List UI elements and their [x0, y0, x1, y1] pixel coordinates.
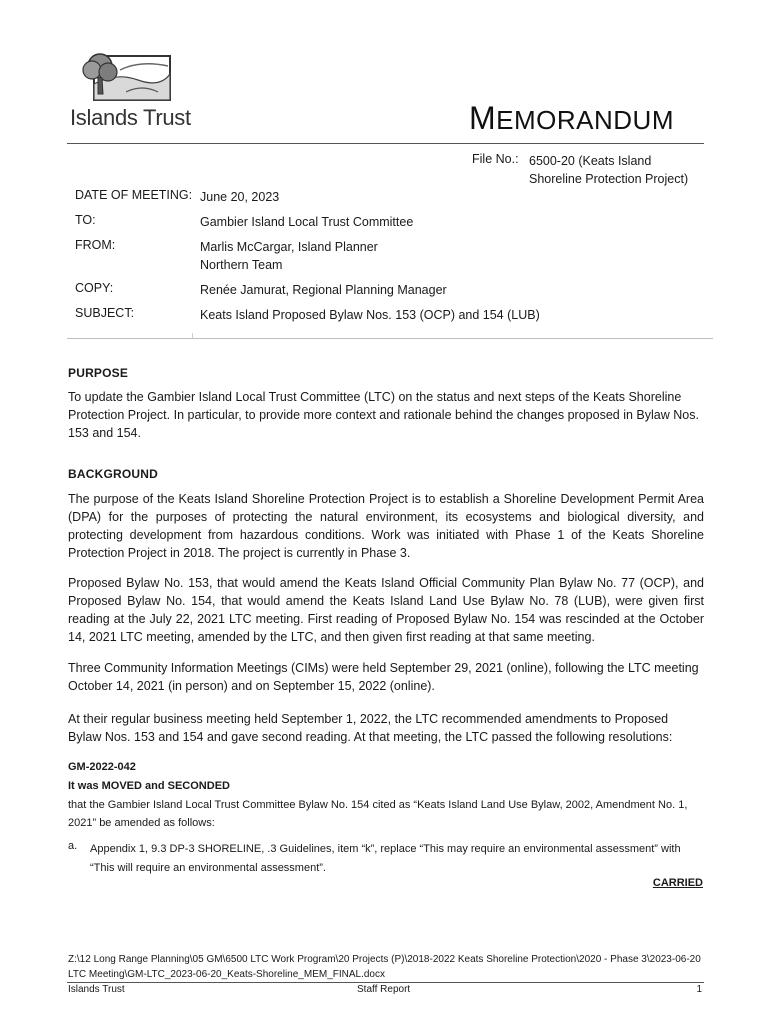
resolution-item-text: Appendix 1, 9.3 DP-3 SHORELINE, .3 Guidelines, item “k”, replace “This may require an environmental assessment” with “This will require an environmental assessment”.	[90, 843, 681, 874]
memorandum-title-rest: EMORANDUM	[496, 105, 674, 135]
resolution-number: GM-2022-042	[68, 761, 136, 773]
memorandum-title-initial: M	[469, 100, 497, 136]
background-paragraph-4: At their regular business meeting held September 1, 2022, the LTC recommended amendments to Proposed Bylaw Nos. 153 and 154 and gave second reading. At that meeting, the LTC passed the following resolutions:	[68, 712, 673, 744]
date-of-meeting-label: DATE OF MEETING:	[75, 188, 193, 202]
to-value: Gambier Island Local Trust Committee	[200, 215, 414, 229]
islands-trust-logo	[70, 48, 194, 132]
file-no-value	[529, 152, 709, 188]
to-label: TO:	[75, 213, 96, 227]
subject-value: Keats Island Proposed Bylaw Nos. 153 (OCP) and 154 (LUB)	[200, 308, 540, 322]
header-divider	[67, 143, 704, 144]
memorandum-title	[469, 100, 674, 137]
footer-organization: Islands Trust	[68, 984, 125, 995]
file-no-value-line1: 6500-20 (Keats Island	[529, 154, 652, 168]
footer-divider	[67, 982, 704, 983]
page-number: 1	[696, 984, 702, 995]
logo-text: Islands Trust	[70, 105, 191, 130]
file-no-value-line2: Shoreline Protection Project)	[529, 172, 689, 186]
resolution-text: that the Gambier Island Local Trust Committee Bylaw No. 154 cited as “Keats Island Land Use Bylaw, 2002, Amendment No. 1, 2021” be amended as follows:	[68, 799, 688, 829]
background-paragraph-2: Proposed Bylaw No. 153, that would amend the Keats Island Official Community Plan Bylaw No. 77 (OCP), and Proposed Bylaw No. 154, that would amend the Keats Island Land Use Bylaw No. 78 (LUB), were given first reading at the July 22, 2021 LTC meeting. First reading of Proposed Bylaw No. 154 was rescinded at the October 14, 2021 LTC meeting, amended by the LTC, and then given first reading at that same meeting.	[68, 576, 704, 644]
resolution-item-marker: a.	[68, 840, 78, 852]
resolution-status: CARRIED	[652, 877, 703, 889]
footer-file-path: Z:\12 Long Range Planning\05 GM\6500 LTC Work Program\20 Projects (P)\2018-2022 Keats Shoreline Protection\2020 - Phase 3\2023-06-20 LTC Meeting\GM-LTC_2023-06-20_Keats-Shoreline_MEM_FINAL.docx	[68, 954, 701, 980]
fields-divider	[67, 338, 713, 339]
background-paragraph-1: The purpose of the Keats Island Shoreline Protection Project is to establish a Shoreline Development Permit Area (DPA) for the purposes of protecting the natural environment, its ecosystems and biological diversity, and protecting development from hazardous conditions. Work was initiated with Phase 1 of the Keats Shoreline Protection Project in 2018. The project is currently in Phase 3.	[68, 492, 704, 560]
subject-label: SUBJECT:	[75, 306, 135, 320]
logo-emblem-icon	[80, 48, 172, 104]
resolution-moved: It was MOVED and SECONDED	[68, 780, 230, 792]
purpose-heading: PURPOSE	[68, 366, 129, 380]
from-value-line2: Northern Team	[200, 258, 283, 272]
background-heading: BACKGROUND	[68, 467, 158, 481]
background-paragraph-3: Three Community Information Meetings (CIMs) were held September 29, 2021 (online), following the LTC meeting October 14, 2021 (in person) and on September 15, 2022 (online).	[68, 661, 699, 693]
date-of-meeting-value: June 20, 2023	[200, 190, 280, 204]
copy-label: COPY:	[75, 281, 114, 295]
fields-divider-tick	[192, 333, 193, 338]
copy-value: Renée Jamurat, Regional Planning Manager	[200, 283, 447, 297]
from-value-line1: Marlis McCargar, Island Planner	[200, 240, 378, 254]
footer-report-type: Staff Report	[357, 984, 411, 995]
from-value	[200, 238, 378, 274]
file-no-label: File No.:	[472, 152, 519, 166]
purpose-text: To update the Gambier Island Local Trust Committee (LTC) on the status and next steps of the Keats Shoreline Protection Project. In particular, to provide more context and rationale behind the changes proposed in Bylaw Nos. 153 and 154.	[68, 390, 699, 440]
from-label: FROM:	[75, 238, 116, 252]
